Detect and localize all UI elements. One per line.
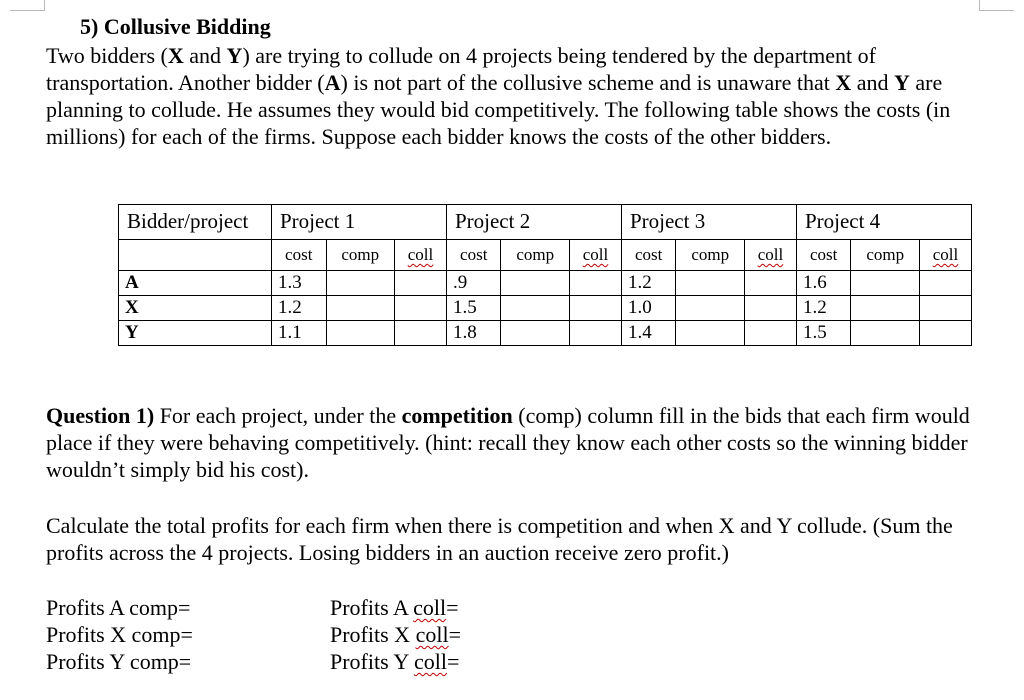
profits-x-comp: Profits X comp= bbox=[46, 622, 193, 647]
profits-a-comp: Profits A comp= bbox=[46, 595, 191, 620]
comp-bid-cell[interactable] bbox=[326, 321, 395, 346]
profits-a-coll: Profits A coll= bbox=[330, 595, 459, 620]
profits-coll-list bbox=[330, 594, 461, 675]
coll-bid-cell[interactable] bbox=[395, 271, 447, 296]
comp-bid-cell[interactable] bbox=[676, 296, 745, 321]
subheader-comp: comp bbox=[326, 240, 395, 271]
cost-cell: 1.2 bbox=[796, 296, 851, 321]
profits-comp-list bbox=[46, 594, 193, 675]
coll-bid-cell[interactable] bbox=[745, 321, 797, 346]
subheader-cost: cost bbox=[272, 240, 327, 271]
subheader-coll: coll bbox=[919, 240, 971, 271]
cost-cell: 1.5 bbox=[446, 296, 501, 321]
cost-cell: 1.8 bbox=[446, 321, 501, 346]
page-corner-mark-left bbox=[10, 0, 45, 11]
project-2-header: Project 2 bbox=[446, 205, 621, 240]
subheader-coll: coll bbox=[570, 240, 622, 271]
table-row bbox=[119, 321, 972, 346]
subheader-blank bbox=[119, 240, 272, 271]
coll-bid-cell[interactable] bbox=[570, 296, 622, 321]
question-1 bbox=[46, 402, 986, 483]
comp-bid-cell[interactable] bbox=[676, 271, 745, 296]
subheader-comp: comp bbox=[676, 240, 745, 271]
subheader-comp: comp bbox=[851, 240, 920, 271]
problem-intro: Two bidders (X and Y) are trying to collude on 4 projects being tendered by the department of transportation. Another bidder (A) is not part of the collusive scheme and is unaware that X and Y are planning to collude. He assumes they would bid competitively. The following table shows the costs (in millions) for each of the firms. Suppose each bidder knows the costs of the other bidders. bbox=[46, 43, 951, 149]
cost-cell: 1.6 bbox=[796, 271, 851, 296]
subheader-cost: cost bbox=[446, 240, 501, 271]
bidder-label: Y bbox=[119, 321, 272, 346]
project-1-header: Project 1 bbox=[272, 205, 447, 240]
bidding-cost-table bbox=[118, 204, 972, 346]
comp-bid-cell[interactable] bbox=[676, 321, 745, 346]
comp-bid-cell[interactable] bbox=[326, 271, 395, 296]
problem-heading: 5) Collusive Bidding bbox=[80, 14, 271, 39]
bidder-label: A bbox=[119, 271, 272, 296]
cost-cell: 1.0 bbox=[621, 296, 676, 321]
cost-cell: 1.1 bbox=[272, 321, 327, 346]
coll-bid-cell[interactable] bbox=[919, 296, 971, 321]
calculate-instructions: Calculate the total profits for each firm when there is competition and when X and Y collude. (Sum the profits across the 4 projects. Losing bidders in an auction receive zero profit.) bbox=[46, 513, 953, 565]
comp-bid-cell[interactable] bbox=[851, 321, 920, 346]
coll-bid-cell[interactable] bbox=[570, 321, 622, 346]
profits-x-coll: Profits X coll= bbox=[330, 622, 461, 647]
page-corner-mark-right bbox=[979, 0, 1014, 11]
cost-cell: 1.4 bbox=[621, 321, 676, 346]
profits-y-coll: Profits Y coll= bbox=[330, 649, 460, 674]
coll-bid-cell[interactable] bbox=[745, 271, 797, 296]
question-text-before: For each project, under the bbox=[154, 403, 402, 428]
subheader-comp: comp bbox=[501, 240, 570, 271]
subheader-row bbox=[119, 240, 972, 271]
comp-bid-cell[interactable] bbox=[501, 271, 570, 296]
comp-bid-cell[interactable] bbox=[501, 296, 570, 321]
coll-bid-cell[interactable] bbox=[919, 321, 971, 346]
cost-cell: 1.3 bbox=[272, 271, 327, 296]
coll-bid-cell[interactable] bbox=[395, 296, 447, 321]
project-4-header: Project 4 bbox=[796, 205, 971, 240]
cost-cell: 1.2 bbox=[621, 271, 676, 296]
coll-bid-cell[interactable] bbox=[395, 321, 447, 346]
question-bold-word: competition bbox=[401, 403, 513, 428]
coll-bid-cell[interactable] bbox=[570, 271, 622, 296]
cost-cell: 1.2 bbox=[272, 296, 327, 321]
question-label: Question 1) bbox=[46, 403, 155, 428]
subheader-cost: cost bbox=[621, 240, 676, 271]
comp-bid-cell[interactable] bbox=[326, 296, 395, 321]
question-text-after: (comp) column fill in the bids that each firm would place if they were behaving competitively. (hint: recall they know each other costs so the winning bidder wouldn’t simply bid his cost). bbox=[46, 403, 970, 482]
cost-cell: .9 bbox=[446, 271, 501, 296]
table-row bbox=[119, 296, 972, 321]
subheader-coll: coll bbox=[395, 240, 447, 271]
subheader-cost: cost bbox=[796, 240, 851, 271]
coll-bid-cell[interactable] bbox=[919, 271, 971, 296]
table-header-row bbox=[119, 205, 972, 240]
subheader-coll: coll bbox=[745, 240, 797, 271]
comp-bid-cell[interactable] bbox=[501, 321, 570, 346]
cost-cell: 1.5 bbox=[796, 321, 851, 346]
coll-bid-cell[interactable] bbox=[745, 296, 797, 321]
corner-label: Bidder/project bbox=[119, 205, 272, 240]
profits-y-comp: Profits Y comp= bbox=[46, 649, 192, 674]
project-3-header: Project 3 bbox=[621, 205, 796, 240]
comp-bid-cell[interactable] bbox=[851, 271, 920, 296]
bidder-label: X bbox=[119, 296, 272, 321]
table-row bbox=[119, 271, 972, 296]
comp-bid-cell[interactable] bbox=[851, 296, 920, 321]
